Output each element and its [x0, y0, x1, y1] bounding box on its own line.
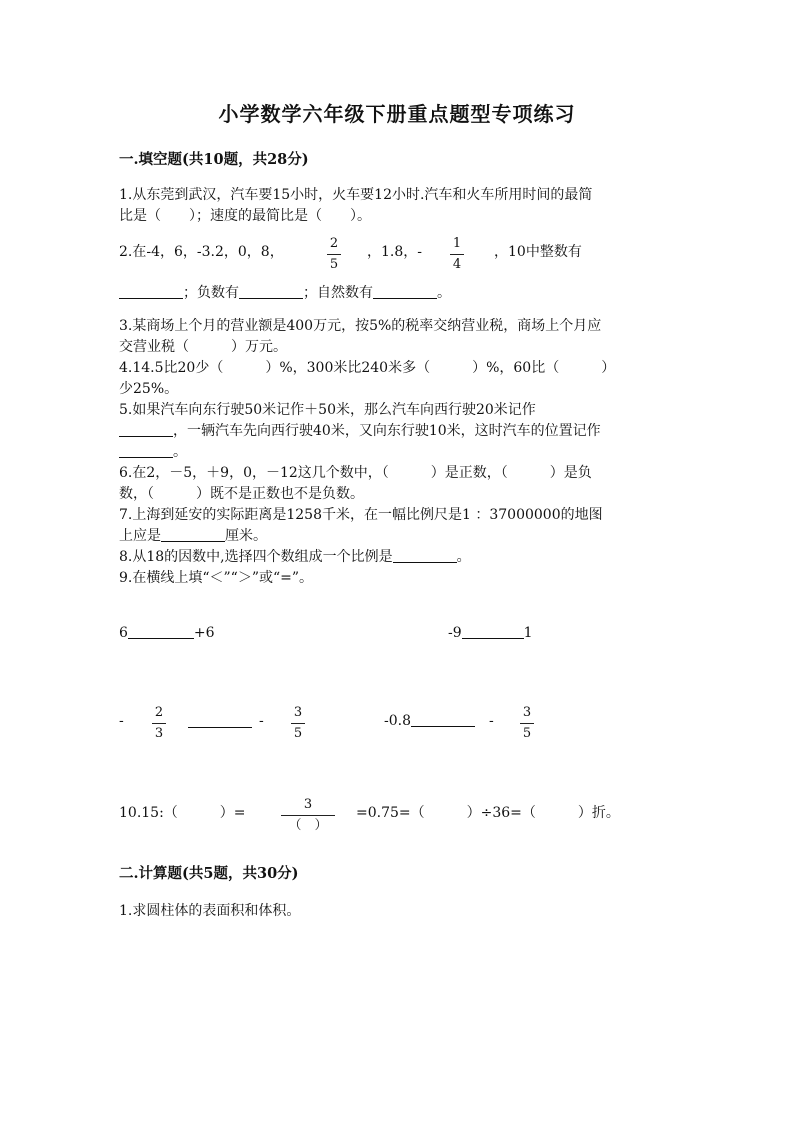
question-2-end: 。 — [437, 285, 451, 301]
fraction-denominator: 5 — [522, 726, 532, 741]
question-7-line-2 — [119, 526, 267, 546]
answer-blank[interactable] — [128, 624, 194, 639]
question-10-part-2: =0.75=（ ）÷36=（ ）折。 — [356, 805, 620, 821]
question-3-line-2: 交营业税（ ）万元。 — [119, 339, 287, 355]
fraction-numerator: 3 — [303, 797, 313, 812]
question-9-line-1: 9.在横线上填“＜”“＞”或“=”。 — [119, 570, 314, 586]
compare-right: +6 — [193, 625, 215, 641]
minus-sign: - — [259, 713, 264, 729]
fraction-bar — [327, 254, 341, 255]
question-2-line-2 — [119, 283, 451, 303]
question-6-line-2: 数，（ ）既不是正数也不是负数。 — [119, 486, 364, 502]
question-2-label-negative: ；负数有 — [183, 285, 239, 301]
answer-blank[interactable] — [411, 712, 475, 727]
fraction-denominator: 5 — [293, 726, 303, 741]
question-10-fraction — [281, 797, 335, 834]
page-title: 小学数学六年级下册重点题型专项练习 — [218, 102, 576, 126]
fraction-numerator: 3 — [522, 705, 532, 720]
question-6-line-1: 6.在2，－5，＋9，0，－12这几个数中，（ ）是正数，（ ）是负 — [119, 465, 592, 481]
compare-right: 1 — [523, 625, 533, 641]
fraction-bar — [281, 815, 335, 816]
section-heading-calculation: 二.计算题(共5题，共30分) — [119, 865, 299, 882]
answer-blank[interactable] — [373, 284, 437, 299]
answer-blank[interactable] — [462, 624, 524, 639]
calculation-question-1: 1.求圆柱体的表面积和体积。 — [119, 903, 301, 919]
answer-blank[interactable] — [239, 284, 303, 299]
question-9-item-2 — [448, 623, 533, 643]
fraction-bar — [450, 254, 464, 255]
question-7-unit: 厘米。 — [225, 528, 267, 544]
fraction-denominator: 5 — [329, 257, 339, 272]
answer-blank[interactable] — [119, 443, 173, 458]
section-heading-fill-in: 一.填空题(共10题，共28分) — [119, 151, 309, 168]
fraction-numerator: 2 — [329, 236, 339, 251]
fraction-denominator: （ ） — [288, 818, 328, 833]
question-4-line-2: 少25%。 — [119, 381, 179, 397]
fraction-numerator: 2 — [154, 705, 164, 720]
question-2-fraction-1 — [327, 236, 341, 273]
fraction-bar — [291, 723, 305, 724]
question-5-line-2 — [119, 421, 601, 441]
question-2-part-3: ，10中整数有 — [494, 244, 582, 260]
question-7-line-1: 7.上海到延安的实际距离是1258千米，在一幅比例尺是1 ：37000000的地图 — [119, 507, 603, 523]
answer-blank[interactable] — [119, 422, 173, 437]
question-5-end: 。 — [173, 444, 187, 460]
question-10-part-1: 10.15:（ ）= — [119, 805, 246, 821]
fraction-denominator: 3 — [154, 726, 164, 741]
question-9-fraction-1 — [152, 705, 166, 742]
answer-blank[interactable] — [119, 284, 183, 299]
compare-left: 6 — [119, 625, 128, 641]
question-7-text: 上应是 — [119, 528, 161, 544]
answer-blank[interactable] — [188, 713, 252, 728]
question-9-fraction-2 — [291, 705, 305, 742]
question-1-line-2: 比是（ ）；速度的最简比是（ ）。 — [119, 208, 371, 224]
compare-left: -9 — [448, 625, 462, 641]
answer-blank[interactable] — [161, 527, 225, 542]
question-8 — [119, 547, 471, 567]
question-4-line-1: 4.14.5比20少（ ）%，300米比240米多（ ）%，60比（ ） — [119, 360, 616, 376]
question-2-part-1: 2.在-4，6，-3.2，0，8， — [119, 244, 284, 260]
question-5-text: ，一辆汽车先向西行驶40米，又向东行驶10米，这时汽车的位置记作 — [173, 423, 601, 439]
question-3-line-1: 3.某商场上个月的营业额是400万元，按5%的税率交纳营业税，商场上个月应 — [119, 318, 602, 334]
question-8-end: 。 — [456, 549, 471, 565]
question-9-item-1 — [119, 623, 215, 643]
question-9-item-4 — [384, 711, 475, 731]
fraction-numerator: 3 — [293, 705, 303, 720]
fraction-denominator: 4 — [452, 257, 462, 272]
question-5-line-3 — [119, 442, 187, 462]
minus-sign: - — [119, 713, 124, 729]
question-5-line-1: 5.如果汽车向东行驶50米记作＋50米，那么汽车向西行驶20米记作 — [119, 402, 536, 418]
compare-left: -0.8 — [384, 713, 411, 729]
question-9-item-3-blank-wrap — [188, 713, 252, 730]
minus-sign: - — [489, 713, 494, 729]
fraction-bar — [520, 723, 534, 724]
question-2-part-2: ，1.8，- — [367, 244, 422, 260]
fraction-numerator: 1 — [452, 236, 462, 251]
answer-blank[interactable] — [393, 548, 457, 563]
question-8-text: 8.从18的因数中,选择四个数组成一个比例是 — [119, 549, 393, 565]
question-1-line-1: 1.从东莞到武汉，汽车要15小时，火车要12小时.汽车和火车所用时间的最简 — [119, 187, 593, 203]
question-2-fraction-2 — [450, 236, 464, 273]
fraction-bar — [152, 723, 166, 724]
question-9-fraction-3 — [520, 705, 534, 742]
question-2-label-natural: ；自然数有 — [303, 285, 373, 301]
